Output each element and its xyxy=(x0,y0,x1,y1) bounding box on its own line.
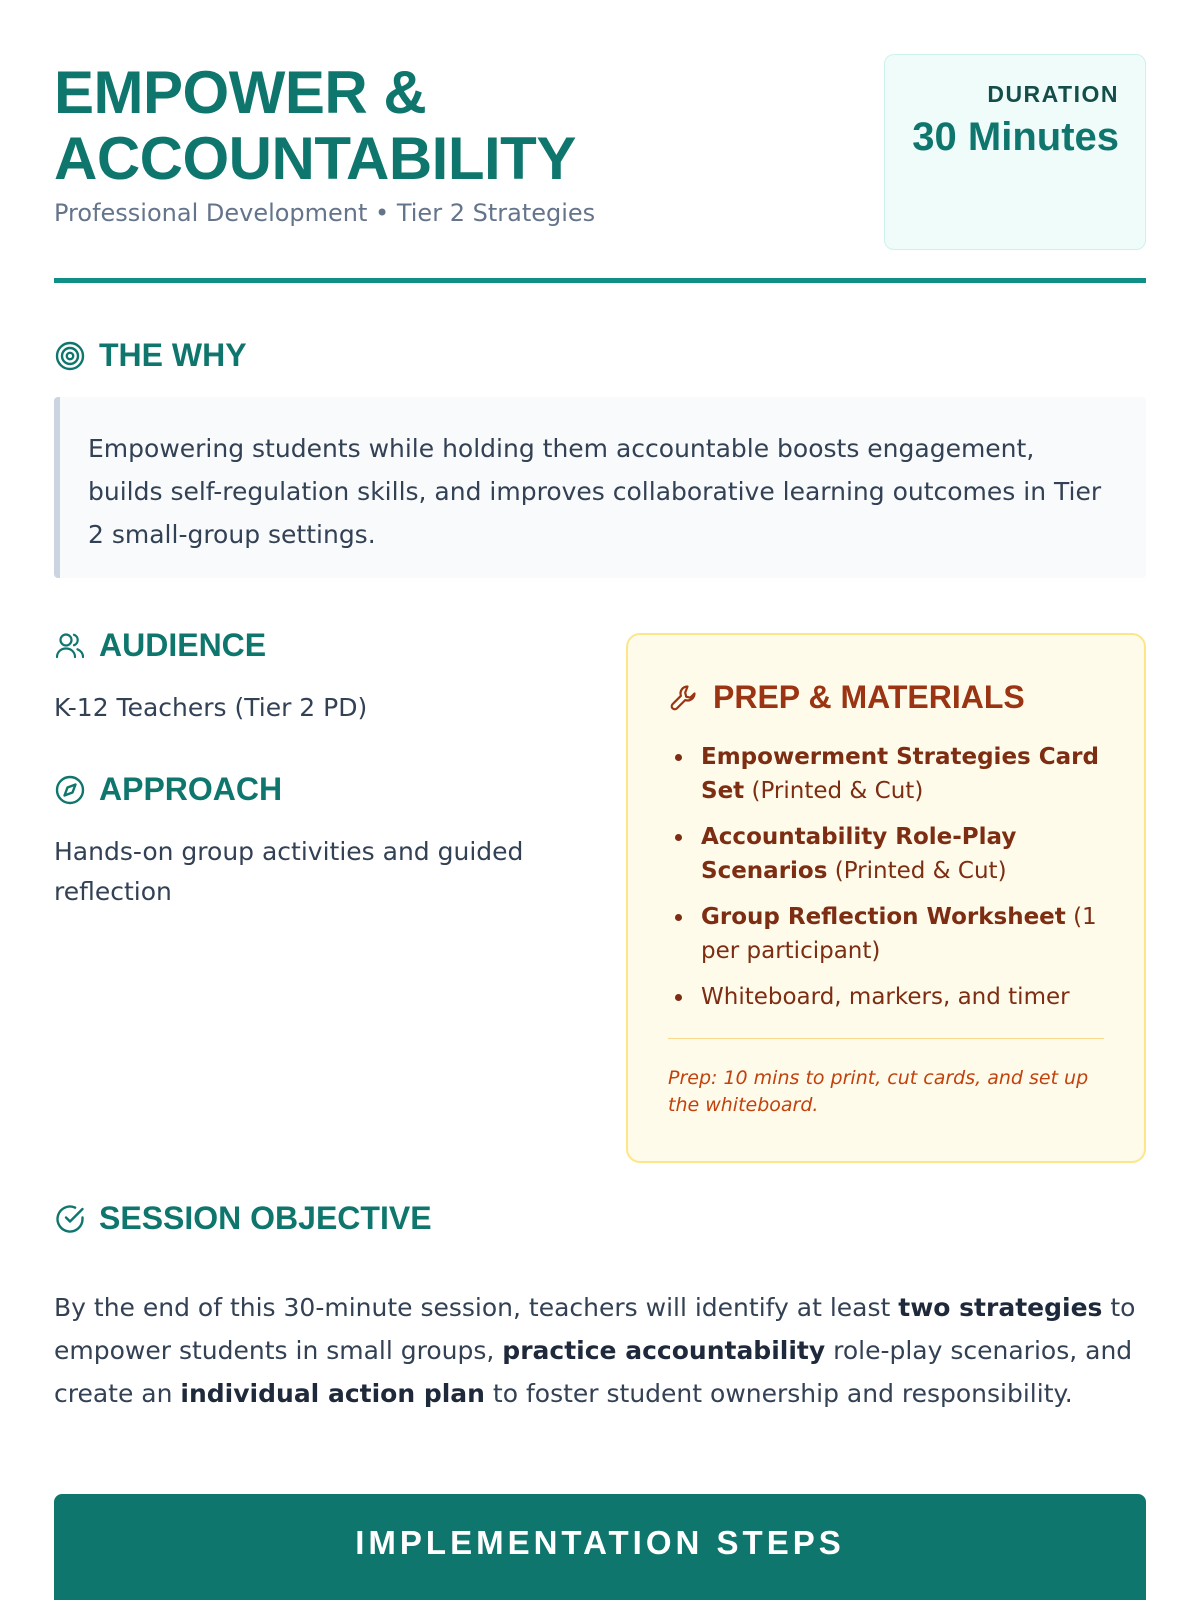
page-title xyxy=(54,60,576,192)
title-line-1: EMPOWER & xyxy=(54,59,427,126)
objective-title: SESSION OBJECTIVE xyxy=(99,1200,432,1236)
steps-title: IMPLEMENTATION STEPS xyxy=(355,1524,845,1561)
why-heading xyxy=(54,337,247,374)
prep-note: Prep: 10 mins to print, cut cards, and set up the whiteboard. xyxy=(668,1067,1089,1116)
header-divider xyxy=(54,278,1146,283)
approach-text: Hands-on group activities and guided reflection xyxy=(54,837,524,906)
duration-badge xyxy=(884,54,1146,250)
duration-value: 30 Minutes xyxy=(912,115,1119,159)
wrench-icon xyxy=(668,682,700,714)
duration-label: DURATION xyxy=(987,81,1119,107)
page-subtitle: Professional Development • Tier 2 Strategies xyxy=(54,199,596,227)
audience-text: K-12 Teachers (Tier 2 PD) xyxy=(54,693,368,722)
list-item: Accountability Role-Play Scenarios (Printed & Cut) xyxy=(668,820,1104,888)
list-item: Group Reflection Worksheet (1 per participant) xyxy=(668,900,1104,968)
approach-heading xyxy=(54,771,282,808)
prep-divider xyxy=(668,1038,1104,1039)
lesson-plan-page xyxy=(54,0,1146,1600)
check-circle-icon xyxy=(54,1203,86,1235)
compass-icon xyxy=(54,774,86,806)
target-icon xyxy=(54,340,86,372)
users-icon xyxy=(54,630,86,662)
why-text: Empowering students while holding them accountable boosts engagement, builds self-regulation skills, and improves collaborative learning outcomes in Tier 2 small-group settings. xyxy=(88,434,1102,549)
why-callout xyxy=(54,397,1146,578)
header xyxy=(54,52,1146,252)
why-title: THE WHY xyxy=(99,337,247,373)
objective-text: By the end of this 30-minute session, teachers will identify at least two strategies to empower students in small groups, practice accountability role-play scenarios, and create an individual action plan to foster student ownership and responsibility. xyxy=(54,1293,1136,1408)
prep-title: PREP & MATERIALS xyxy=(713,679,1025,715)
materials-list xyxy=(668,740,1104,1014)
title-line-2: ACCOUNTABILITY xyxy=(54,125,576,192)
objective-heading xyxy=(54,1200,432,1237)
list-item: Empowerment Strategies Card Set (Printed & Cut) xyxy=(668,740,1104,808)
approach-title: APPROACH xyxy=(99,771,283,807)
prep-heading xyxy=(668,679,1104,716)
audience-heading xyxy=(54,627,266,664)
prep-materials-card xyxy=(626,633,1146,1163)
list-item: Whiteboard, markers, and timer xyxy=(668,980,1104,1014)
implementation-steps-header xyxy=(54,1494,1146,1600)
audience-title: AUDIENCE xyxy=(99,627,267,663)
